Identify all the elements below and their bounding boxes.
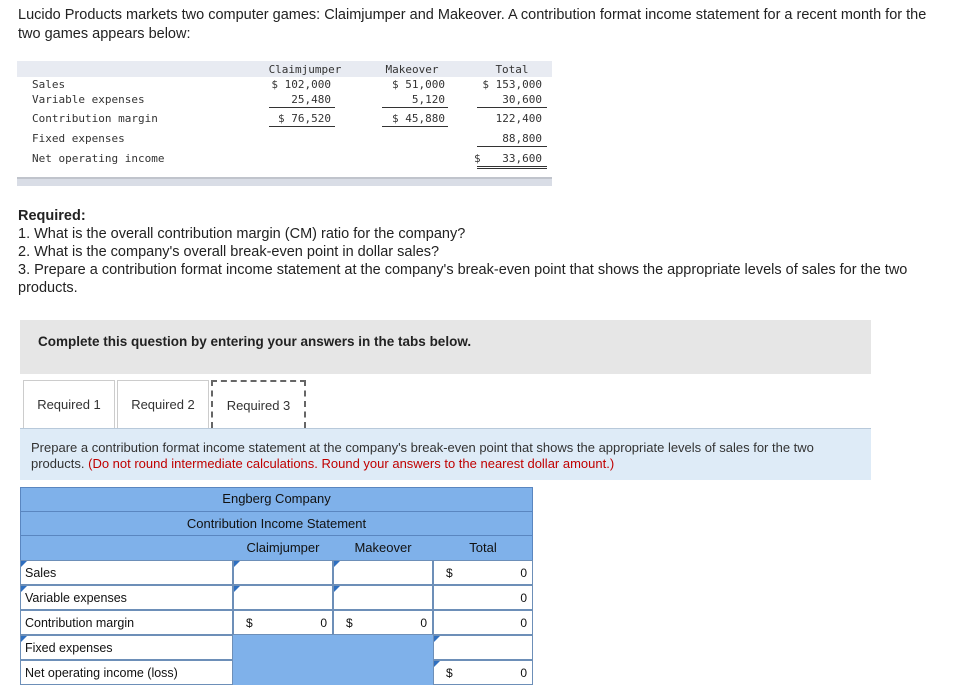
dollar-sign: $ <box>474 152 481 165</box>
cm-total-value: 0 <box>520 616 527 630</box>
row-label: Contribution margin <box>32 112 158 125</box>
cell: 122,400 <box>495 112 542 125</box>
banner-text: Complete this question by entering your answers in the tabs below. <box>38 334 472 349</box>
variable-makeover-input[interactable] <box>333 585 433 610</box>
cell: $ 76,520 <box>278 112 331 125</box>
tab-required-3[interactable]: Required 3 <box>211 380 306 428</box>
cm-makeover-value: 0 <box>420 616 427 630</box>
cell: 33,600 <box>502 152 542 165</box>
required-item-1: 1. What is the overall contribution margin (CM) ratio for the company? <box>18 226 466 242</box>
gridline <box>20 487 533 488</box>
label-noi-cell <box>20 660 233 685</box>
cm-makeover-cell <box>333 610 433 635</box>
variable-total-cell <box>433 585 533 610</box>
fixed-total-input[interactable] <box>433 635 533 660</box>
label-cm-cell <box>20 610 233 635</box>
cell: $ 45,880 <box>392 112 445 125</box>
tab-required-2[interactable]: Required 2 <box>117 380 209 428</box>
sales-total-value: 0 <box>520 566 527 580</box>
required-heading: Required: <box>18 208 86 224</box>
row-label: Fixed expenses <box>32 132 125 145</box>
label-sales: Sales <box>25 566 57 580</box>
cell: $ 51,000 <box>392 78 445 91</box>
cell: 5,120 <box>411 93 445 106</box>
label-variable: Variable expenses <box>25 591 127 605</box>
variable-claimjumper-input[interactable] <box>233 585 333 610</box>
gridline <box>20 535 533 536</box>
variable-total-value: 0 <box>520 591 527 605</box>
col-claimjumper-header: Claimjumper <box>268 63 342 76</box>
label-noi: Net operating income (loss) <box>25 666 178 680</box>
required-section <box>18 207 943 297</box>
dollar-sign: $ <box>446 566 453 580</box>
dollar-sign: $ <box>246 616 253 630</box>
cell: $ 102,000 <box>271 78 331 91</box>
underline <box>269 107 335 108</box>
intro-paragraph: Lucido Products markets two computer games: Claimjumper and Makeover. A contribution format income statement for a recent month for the two games appears below: <box>18 7 927 42</box>
cell: 25,480 <box>291 93 331 106</box>
given-income-statement <box>17 61 552 185</box>
dollar-sign: $ <box>346 616 353 630</box>
underline <box>269 126 335 127</box>
sales-claimjumper-input[interactable] <box>233 560 333 585</box>
double-underline <box>477 168 547 169</box>
row-label: Net operating income <box>32 152 165 165</box>
answer-table <box>20 487 533 685</box>
col-makeover-header: Makeover <box>385 63 439 76</box>
required-item-3: 3. Prepare a contribution format income statement at the company's break-even point that shows the appropriate levels of sales for the two products. <box>18 262 908 296</box>
row-label: Sales <box>32 78 66 91</box>
noi-total-value: 0 <box>520 666 527 680</box>
underline <box>382 126 448 127</box>
row-label: Variable expenses <box>32 93 145 106</box>
col-total-header: Total <box>495 63 529 76</box>
label-input-sales[interactable] <box>20 560 233 585</box>
cm-claimjumper-value: 0 <box>320 616 327 630</box>
cell: $ 153,000 <box>482 78 542 91</box>
gridline <box>20 511 533 512</box>
required-item-2: 2. What is the company's overall break-even point in dollar sales? <box>18 244 440 260</box>
sales-makeover-input[interactable] <box>333 560 433 585</box>
noi-total-cell[interactable] <box>433 660 533 685</box>
label-input-fixed[interactable] <box>20 635 233 660</box>
company-name: Engberg Company <box>222 491 331 506</box>
cm-total-cell <box>433 610 533 635</box>
col-claimjumper: Claimjumper <box>246 540 320 555</box>
cell: 88,800 <box>502 132 542 145</box>
tab-required-1[interactable]: Required 1 <box>23 380 115 428</box>
cell: 30,600 <box>502 93 542 106</box>
col-makeover: Makeover <box>354 540 412 555</box>
double-underline <box>477 166 547 167</box>
label-cm: Contribution margin <box>25 616 135 630</box>
underline <box>477 146 547 147</box>
instruction-banner <box>20 320 871 374</box>
instructions-main: Prepare a contribution format income statement at the company's break-even point that shows the appropriate levels of sales for the two products. <box>31 440 814 471</box>
label-fixed: Fixed expenses <box>25 641 113 655</box>
underline <box>477 107 547 108</box>
instructions-box <box>20 428 871 480</box>
footer-bar <box>17 177 552 186</box>
col-total: Total <box>469 540 497 555</box>
cm-claimjumper-cell <box>233 610 333 635</box>
instructions-note: (Do not round intermediate calculations. Round your answers to the nearest dollar amount.) <box>88 456 615 471</box>
underline <box>382 107 448 108</box>
dollar-sign: $ <box>446 666 453 680</box>
sales-total-cell <box>433 560 533 585</box>
statement-title: Contribution Income Statement <box>186 516 367 531</box>
label-input-variable[interactable] <box>20 585 233 610</box>
